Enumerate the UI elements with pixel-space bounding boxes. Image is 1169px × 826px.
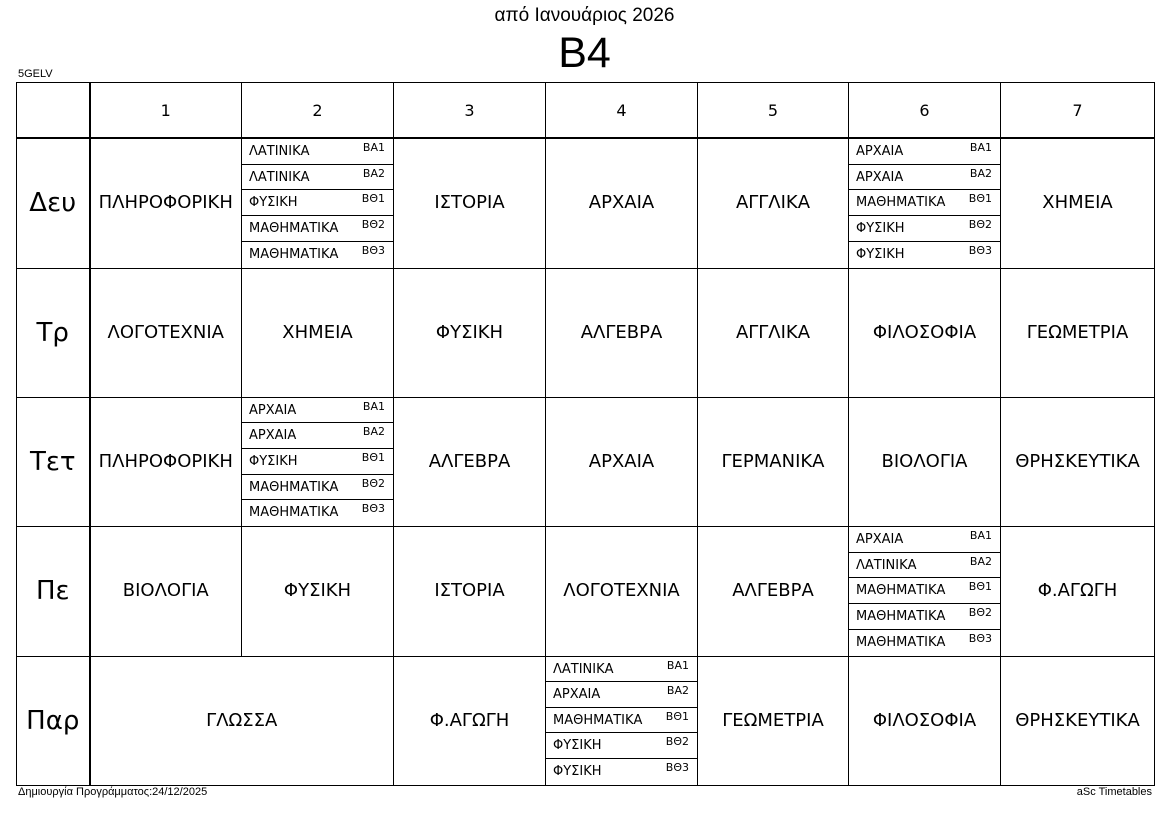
brand-label: aSc Timetables — [1076, 786, 1152, 798]
lesson-cell: ΒΙΟΛΟΓΙΑ — [90, 527, 242, 656]
split-lesson-cell — [242, 138, 394, 268]
lesson-cell: ΦΥΣΙΚΗ — [242, 527, 394, 656]
group-lesson — [546, 682, 697, 708]
period-header: 6 — [849, 83, 1001, 139]
day-label: Τετ — [17, 397, 90, 526]
group-code: ΒΑ1 — [969, 529, 992, 543]
group-lesson — [242, 216, 393, 242]
group-subject: ΦΥΣΙΚΗ — [249, 195, 298, 211]
day-row-thursday — [17, 527, 1155, 656]
group-lesson — [242, 139, 393, 165]
group-code: ΒΘ2 — [968, 217, 992, 231]
day-label: Παρ — [17, 656, 90, 785]
group-subject: ΑΡΧΑΙΑ — [249, 402, 297, 418]
group-code: ΒΘ3 — [968, 631, 992, 645]
group-lesson — [242, 475, 393, 501]
group-code: ΒΑ2 — [969, 554, 992, 568]
split-lesson-cell — [849, 138, 1001, 268]
group-code: ΒΘ2 — [968, 606, 992, 620]
lesson-cell: Φ.ΑΓΩΓΗ — [1001, 527, 1155, 656]
group-subject: ΜΑΘΗΜΑΤΙΚΑ — [856, 634, 946, 650]
group-subject: ΦΥΣΙΚΗ — [553, 738, 602, 754]
split-lesson-cell — [546, 656, 698, 785]
lesson-cell: ΛΟΓΟΤΕΧΝΙΑ — [90, 268, 242, 397]
lesson-cell: ΦΥΣΙΚΗ — [394, 268, 546, 397]
period-header: 1 — [90, 83, 242, 139]
group-subject: ΛΑΤΙΝΙΚΑ — [856, 557, 917, 573]
lesson-cell: ΘΡΗΣΚΕΥΤΙΚΑ — [1001, 656, 1155, 785]
lesson-cell: ΑΓΓΛΙΚΑ — [698, 138, 849, 268]
school-code: 5GELV — [18, 68, 53, 80]
group-lesson — [849, 578, 1000, 604]
group-lesson — [546, 708, 697, 734]
lesson-cell: ΦΙΛΟΣΟΦΙΑ — [849, 656, 1001, 785]
group-lesson — [546, 657, 697, 683]
group-lesson — [849, 527, 1000, 553]
group-subject: ΜΑΘΗΜΑΤΙΚΑ — [249, 246, 339, 262]
group-lesson — [242, 190, 393, 216]
group-subject: ΦΥΣΙΚΗ — [856, 220, 905, 236]
day-row-tuesday — [17, 268, 1155, 397]
group-lesson — [242, 449, 393, 475]
group-code: ΒΑ1 — [969, 141, 992, 155]
group-lesson — [849, 190, 1000, 216]
lesson-cell: ΓΕΩΜΕΤΡΙΑ — [698, 656, 849, 785]
group-code: ΒΑ1 — [362, 141, 385, 155]
period-header-row — [17, 83, 1155, 139]
group-code: ΒΘ1 — [968, 580, 992, 594]
lesson-cell: ΓΕΩΜΕΤΡΙΑ — [1001, 268, 1155, 397]
day-row-wednesday — [17, 397, 1155, 526]
lesson-cell: ΦΙΛΟΣΟΦΙΑ — [849, 268, 1001, 397]
lesson-cell: ΓΕΡΜΑΝΙΚΑ — [698, 397, 849, 526]
timetable-subtitle: από Ιανουάριος 2026 — [494, 5, 675, 26]
period-header: 2 — [242, 83, 394, 139]
group-subject: ΦΥΣΙΚΗ — [249, 454, 298, 470]
group-subject: ΛΑΤΙΝΙΚΑ — [249, 144, 310, 160]
lesson-cell: Φ.ΑΓΩΓΗ — [394, 656, 546, 785]
group-code: ΒΘ3 — [361, 502, 385, 516]
group-subject: ΜΑΘΗΜΑΤΙΚΑ — [856, 583, 946, 599]
group-subject: ΑΡΧΑΙΑ — [856, 532, 904, 548]
day-label: Τρ — [17, 268, 90, 397]
corner-cell — [17, 83, 90, 139]
group-code: ΒΑ2 — [362, 425, 385, 439]
lesson-cell: ΘΡΗΣΚΕΥΤΙΚΑ — [1001, 397, 1155, 526]
group-code: ΒΘ2 — [665, 735, 689, 749]
lesson-cell: ΒΙΟΛΟΓΙΑ — [849, 397, 1001, 526]
group-subject: ΑΡΧΑΙΑ — [249, 428, 297, 444]
group-lesson — [849, 553, 1000, 579]
group-code: ΒΑ2 — [969, 166, 992, 180]
group-code: ΒΘ1 — [665, 709, 689, 723]
lesson-cell: ΑΛΓΕΒΡΑ — [394, 397, 546, 526]
lesson-cell: ΠΛΗΡΟΦΟΡΙΚΗ — [90, 138, 242, 268]
group-lesson — [849, 630, 1000, 656]
lesson-cell: ΙΣΤΟΡΙΑ — [394, 138, 546, 268]
group-lesson — [242, 398, 393, 424]
period-header: 3 — [394, 83, 546, 139]
lesson-cell: ΑΛΓΕΒΡΑ — [546, 268, 698, 397]
group-subject: ΜΑΘΗΜΑΤΙΚΑ — [249, 505, 339, 521]
double-lesson-cell: ΓΛΩΣΣΑ — [90, 656, 394, 785]
split-lesson-cell — [849, 527, 1001, 656]
group-code: ΒΘ3 — [968, 243, 992, 257]
group-lesson — [242, 165, 393, 191]
group-lesson — [849, 604, 1000, 630]
period-header: 7 — [1001, 83, 1155, 139]
group-lesson — [242, 500, 393, 526]
group-lesson — [242, 242, 393, 268]
timetable-grid — [16, 82, 1155, 786]
group-code: ΒΘ3 — [361, 243, 385, 257]
group-lesson — [849, 165, 1000, 191]
group-subject: ΜΑΘΗΜΑΤΙΚΑ — [553, 712, 643, 728]
group-lesson — [849, 242, 1000, 268]
group-code: ΒΘ1 — [361, 192, 385, 206]
day-row-friday — [17, 656, 1155, 785]
lesson-cell: ΑΡΧΑΙΑ — [546, 138, 698, 268]
lesson-cell: ΙΣΤΟΡΙΑ — [394, 527, 546, 656]
group-subject: ΦΥΣΙΚΗ — [856, 246, 905, 262]
group-code: ΒΑ1 — [666, 658, 689, 672]
lesson-cell: ΧΗΜΕΙΑ — [1001, 138, 1155, 268]
group-lesson — [849, 139, 1000, 165]
group-code: ΒΘ2 — [361, 217, 385, 231]
group-code: ΒΑ2 — [362, 166, 385, 180]
lesson-cell: ΑΛΓΕΒΡΑ — [698, 527, 849, 656]
group-subject: ΜΑΘΗΜΑΤΙΚΑ — [249, 479, 339, 495]
group-subject: ΦΥΣΙΚΗ — [553, 763, 602, 779]
lesson-cell: ΛΟΓΟΤΕΧΝΙΑ — [546, 527, 698, 656]
lesson-cell: ΠΛΗΡΟΦΟΡΙΚΗ — [90, 397, 242, 526]
split-lesson-cell — [242, 397, 394, 526]
group-lesson — [849, 216, 1000, 242]
group-code: ΒΑ2 — [666, 684, 689, 698]
period-header: 5 — [698, 83, 849, 139]
group-code: ΒΘ2 — [361, 476, 385, 490]
creation-date: Δημιουργία Προγράμματος:24/12/2025 — [18, 786, 208, 798]
group-lesson — [242, 423, 393, 449]
group-subject: ΜΑΘΗΜΑΤΙΚΑ — [249, 220, 339, 236]
class-title: B4 — [558, 29, 611, 77]
day-label: Πε — [17, 527, 90, 656]
period-header: 4 — [546, 83, 698, 139]
group-code: ΒΑ1 — [362, 399, 385, 413]
lesson-cell: ΑΡΧΑΙΑ — [546, 397, 698, 526]
group-code: ΒΘ3 — [665, 760, 689, 774]
group-subject: ΑΡΧΑΙΑ — [553, 687, 601, 703]
group-code: ΒΘ1 — [968, 192, 992, 206]
group-lesson — [546, 733, 697, 759]
group-subject: ΛΑΤΙΝΙΚΑ — [553, 661, 614, 677]
group-subject: ΑΡΧΑΙΑ — [856, 169, 904, 185]
group-subject: ΜΑΘΗΜΑΤΙΚΑ — [856, 609, 946, 625]
lesson-cell: ΧΗΜΕΙΑ — [242, 268, 394, 397]
lesson-cell: ΑΓΓΛΙΚΑ — [698, 268, 849, 397]
group-subject: ΜΑΘΗΜΑΤΙΚΑ — [856, 195, 946, 211]
day-row-monday — [17, 138, 1155, 268]
group-subject: ΑΡΧΑΙΑ — [856, 144, 904, 160]
group-code: ΒΘ1 — [361, 451, 385, 465]
group-subject: ΛΑΤΙΝΙΚΑ — [249, 169, 310, 185]
group-lesson — [546, 759, 697, 785]
day-label: Δευ — [17, 138, 90, 268]
